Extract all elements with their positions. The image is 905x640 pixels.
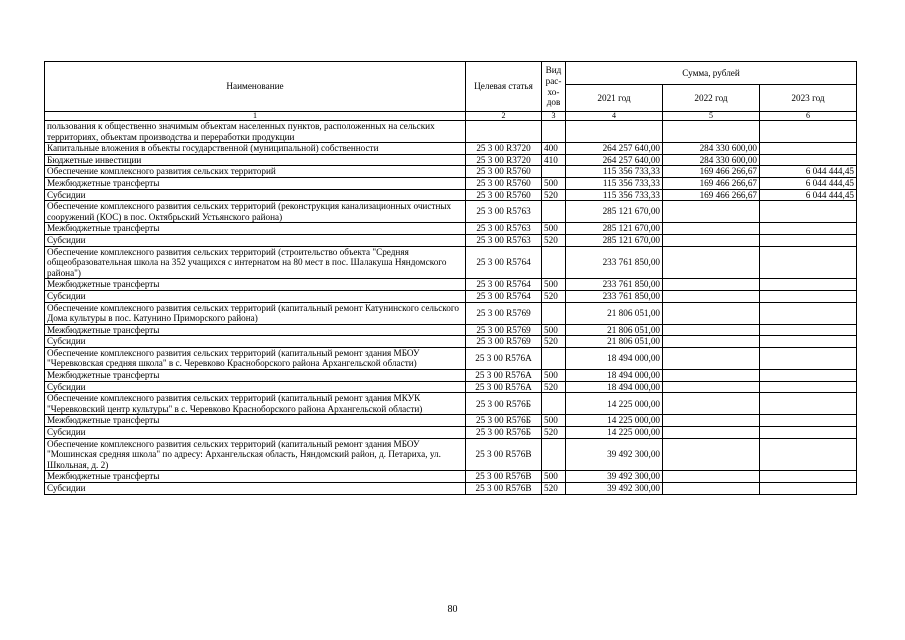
amount-2021: 21 806 051,00 xyxy=(566,302,663,324)
expense-type: 500 xyxy=(542,415,566,427)
amount-2022 xyxy=(663,302,760,324)
expense-type: 410 xyxy=(542,154,566,166)
column-index: 2 xyxy=(466,112,542,121)
expense-type: 400 xyxy=(542,143,566,155)
row-name: Межбюджетные трансферты xyxy=(45,370,466,382)
expense-type: 500 xyxy=(542,279,566,291)
table-row xyxy=(45,279,857,291)
table-row xyxy=(45,483,857,495)
table-body xyxy=(45,121,857,495)
target-article: 25 3 00 R576В xyxy=(466,471,542,483)
row-name: Обеспечение комплексного развития сельских территорий (капитальный ремонт здания МБОУ "Черевковская средняя школа" в с. Черевково Красноборского района Архангельской области) xyxy=(45,347,466,369)
amount-2023 xyxy=(760,302,857,324)
target-article: 25 3 00 R5763 xyxy=(466,201,542,223)
amount-2022 xyxy=(663,483,760,495)
amount-2023 xyxy=(760,336,857,348)
table-row xyxy=(45,154,857,166)
amount-2023 xyxy=(760,438,857,471)
amount-2021: 264 257 640,00 xyxy=(566,154,663,166)
table-row xyxy=(45,393,857,415)
amount-2022: 169 466 266,67 xyxy=(663,166,760,178)
target-article: 25 3 00 R576А xyxy=(466,370,542,382)
target-article: 25 3 00 R576Б xyxy=(466,427,542,439)
header-year-2023: 2023 год xyxy=(760,85,857,112)
column-index: 6 xyxy=(760,112,857,121)
amount-2022 xyxy=(663,234,760,246)
column-index: 5 xyxy=(663,112,760,121)
amount-2023 xyxy=(760,143,857,155)
amount-2022 xyxy=(663,223,760,235)
amount-2023: 6 044 444,45 xyxy=(760,189,857,201)
amount-2023 xyxy=(760,483,857,495)
row-name: пользования к общественно значимым объектам населенных пунктов, расположенных на сельских территориях, объектам производства и переработки продукции xyxy=(45,121,466,143)
amount-2021: 233 761 850,00 xyxy=(566,246,663,279)
amount-2022: 169 466 266,67 xyxy=(663,177,760,189)
amount-2021: 264 257 640,00 xyxy=(566,143,663,155)
table-row xyxy=(45,370,857,382)
expense-type xyxy=(542,393,566,415)
amount-2023 xyxy=(760,415,857,427)
expense-type: 500 xyxy=(542,177,566,189)
amount-2022 xyxy=(663,393,760,415)
amount-2022 xyxy=(663,370,760,382)
amount-2022 xyxy=(663,438,760,471)
expense-type: 520 xyxy=(542,189,566,201)
expense-type: 520 xyxy=(542,336,566,348)
amount-2021: 21 806 051,00 xyxy=(566,336,663,348)
amount-2021: 18 494 000,00 xyxy=(566,370,663,382)
target-article: 25 3 00 R5760 xyxy=(466,189,542,201)
amount-2021: 115 356 733,33 xyxy=(566,177,663,189)
table-row xyxy=(45,290,857,302)
amount-2021: 233 761 850,00 xyxy=(566,290,663,302)
amount-2023 xyxy=(760,154,857,166)
target-article: 25 3 00 R3720 xyxy=(466,143,542,155)
amount-2022 xyxy=(663,336,760,348)
table-row xyxy=(45,143,857,155)
amount-2021: 233 761 850,00 xyxy=(566,279,663,291)
amount-2022 xyxy=(663,121,760,143)
amount-2022: 169 466 266,67 xyxy=(663,189,760,201)
expense-type xyxy=(542,347,566,369)
target-article: 25 3 00 R5763 xyxy=(466,234,542,246)
amount-2021: 18 494 000,00 xyxy=(566,381,663,393)
table-row xyxy=(45,302,857,324)
target-article: 25 3 00 R576В xyxy=(466,483,542,495)
amount-2023 xyxy=(760,246,857,279)
table-row xyxy=(45,415,857,427)
amount-2023 xyxy=(760,201,857,223)
amount-2022 xyxy=(663,347,760,369)
amount-2023: 6 044 444,45 xyxy=(760,177,857,189)
amount-2021: 115 356 733,33 xyxy=(566,166,663,178)
row-name: Субсидии xyxy=(45,290,466,302)
amount-2023 xyxy=(760,223,857,235)
target-article: 25 3 00 R576Б xyxy=(466,393,542,415)
expense-type: 520 xyxy=(542,290,566,302)
row-name: Субсидии xyxy=(45,427,466,439)
row-name: Межбюджетные трансферты xyxy=(45,279,466,291)
amount-2023 xyxy=(760,381,857,393)
row-name: Субсидии xyxy=(45,234,466,246)
header-name: Наименование xyxy=(45,62,466,112)
expense-type: 500 xyxy=(542,324,566,336)
table-row xyxy=(45,347,857,369)
table-row xyxy=(45,166,857,178)
table-row xyxy=(45,234,857,246)
table-row xyxy=(45,121,857,143)
column-index: 3 xyxy=(542,112,566,121)
expense-type: 520 xyxy=(542,234,566,246)
amount-2021: 14 225 000,00 xyxy=(566,427,663,439)
table-row xyxy=(45,246,857,279)
row-name: Межбюджетные трансферты xyxy=(45,324,466,336)
amount-2021: 18 494 000,00 xyxy=(566,347,663,369)
amount-2022 xyxy=(663,415,760,427)
target-article: 25 3 00 R576А xyxy=(466,381,542,393)
target-article: 25 3 00 R5769 xyxy=(466,324,542,336)
amount-2022 xyxy=(663,279,760,291)
expense-type: 500 xyxy=(542,471,566,483)
amount-2021: 39 492 300,00 xyxy=(566,483,663,495)
amount-2023 xyxy=(760,393,857,415)
table-row xyxy=(45,223,857,235)
amount-2023 xyxy=(760,290,857,302)
amount-2021: 14 225 000,00 xyxy=(566,415,663,427)
target-article: 25 3 00 R5760 xyxy=(466,177,542,189)
row-name: Субсидии xyxy=(45,189,466,201)
amount-2023 xyxy=(760,234,857,246)
expense-type xyxy=(542,302,566,324)
row-name: Бюджетные инвестиции xyxy=(45,154,466,166)
expense-type xyxy=(542,166,566,178)
expense-type xyxy=(542,246,566,279)
amount-2022 xyxy=(663,324,760,336)
expense-type xyxy=(542,121,566,143)
amount-2021: 115 356 733,33 xyxy=(566,189,663,201)
expense-type: 500 xyxy=(542,223,566,235)
target-article: 25 3 00 R576А xyxy=(466,347,542,369)
amount-2023: 6 044 444,45 xyxy=(760,166,857,178)
row-name: Субсидии xyxy=(45,483,466,495)
column-index: 4 xyxy=(566,112,663,121)
row-name: Обеспечение комплексного развития сельских территорий (реконструкция канализационных очистных сооружений (КОС) в пос. Октябрьский Устьянского района) xyxy=(45,201,466,223)
row-name: Обеспечение комплексного развития сельских территорий (капитальный ремонт Катунинского сельского Дома культуры в пос. Катунино Приморского района) xyxy=(45,302,466,324)
amount-2022 xyxy=(663,427,760,439)
table-row xyxy=(45,201,857,223)
table-row xyxy=(45,427,857,439)
target-article: 25 3 00 R5764 xyxy=(466,290,542,302)
row-name: Субсидии xyxy=(45,336,466,348)
target-article: 25 3 00 R5764 xyxy=(466,246,542,279)
amount-2021: 21 806 051,00 xyxy=(566,324,663,336)
table-row xyxy=(45,438,857,471)
target-article: 25 3 00 R5769 xyxy=(466,336,542,348)
row-name: Межбюджетные трансферты xyxy=(45,471,466,483)
amount-2023 xyxy=(760,370,857,382)
amount-2023 xyxy=(760,471,857,483)
row-name: Обеспечение комплексного развития сельских территорий (капитальный ремонт здания МБОУ "Мошинская средняя школа" по адресу: Архангельская область, Няндомский район, д. Петариха, ул. Школьная, д. 2) xyxy=(45,438,466,471)
header-sum: Сумма, рублей xyxy=(566,62,857,85)
expense-type: 520 xyxy=(542,427,566,439)
row-name: Обеспечение комплексного развития сельских территорий (капитальный ремонт здания МКУК "Черевковский центр культуры" в с. Черевково Красноборского района Архангельской области) xyxy=(45,393,466,415)
amount-2021: 39 492 300,00 xyxy=(566,471,663,483)
header-target-article: Целевая статья xyxy=(466,62,542,112)
row-name: Межбюджетные трансферты xyxy=(45,415,466,427)
target-article: 25 3 00 R5760 xyxy=(466,166,542,178)
target-article: 25 3 00 R576В xyxy=(466,438,542,471)
table-row xyxy=(45,324,857,336)
table-row xyxy=(45,177,857,189)
amount-2022: 284 330 600,00 xyxy=(663,143,760,155)
amount-2021: 39 492 300,00 xyxy=(566,438,663,471)
budget-table xyxy=(44,61,857,495)
table-row xyxy=(45,189,857,201)
table-row xyxy=(45,336,857,348)
expense-type: 520 xyxy=(542,483,566,495)
target-article: 25 3 00 R3720 xyxy=(466,154,542,166)
amount-2021: 285 121 670,00 xyxy=(566,234,663,246)
amount-2022 xyxy=(663,290,760,302)
column-index-row xyxy=(45,112,857,121)
header-row xyxy=(45,62,857,85)
table-row xyxy=(45,471,857,483)
amount-2021: 285 121 670,00 xyxy=(566,223,663,235)
amount-2022 xyxy=(663,471,760,483)
amount-2023 xyxy=(760,324,857,336)
row-name: Капитальные вложения в объекты государственной (муниципальной) собственности xyxy=(45,143,466,155)
amount-2023 xyxy=(760,279,857,291)
target-article: 25 3 00 R5769 xyxy=(466,302,542,324)
amount-2023 xyxy=(760,121,857,143)
target-article xyxy=(466,121,542,143)
row-name: Субсидии xyxy=(45,381,466,393)
amount-2022 xyxy=(663,201,760,223)
page-number: 80 xyxy=(447,604,458,615)
row-name: Обеспечение комплексного развития сельских территорий xyxy=(45,166,466,178)
amount-2022 xyxy=(663,246,760,279)
column-index: 1 xyxy=(45,112,466,121)
table-row xyxy=(45,381,857,393)
expense-type xyxy=(542,438,566,471)
amount-2022 xyxy=(663,381,760,393)
header-year-2021: 2021 год xyxy=(566,85,663,112)
expense-type xyxy=(542,201,566,223)
header-year-2022: 2022 год xyxy=(663,85,760,112)
amount-2023 xyxy=(760,427,857,439)
target-article: 25 3 00 R5763 xyxy=(466,223,542,235)
expense-type: 520 xyxy=(542,381,566,393)
target-article: 25 3 00 R5764 xyxy=(466,279,542,291)
amount-2021: 14 225 000,00 xyxy=(566,393,663,415)
amount-2021 xyxy=(566,121,663,143)
amount-2021: 285 121 670,00 xyxy=(566,201,663,223)
amount-2022: 284 330 600,00 xyxy=(663,154,760,166)
row-name: Обеспечение комплексного развития сельских территорий (строительство объекта "Средняя общеобразовательная школа на 352 учащихся с интернатом на 80 мест в пос. Шалакуша Няндомского района") xyxy=(45,246,466,279)
expense-type: 500 xyxy=(542,370,566,382)
row-name: Межбюджетные трансферты xyxy=(45,223,466,235)
amount-2023 xyxy=(760,347,857,369)
row-name: Межбюджетные трансферты xyxy=(45,177,466,189)
header-expense-type: Вид рас-хо-дов xyxy=(542,62,566,112)
target-article: 25 3 00 R576Б xyxy=(466,415,542,427)
